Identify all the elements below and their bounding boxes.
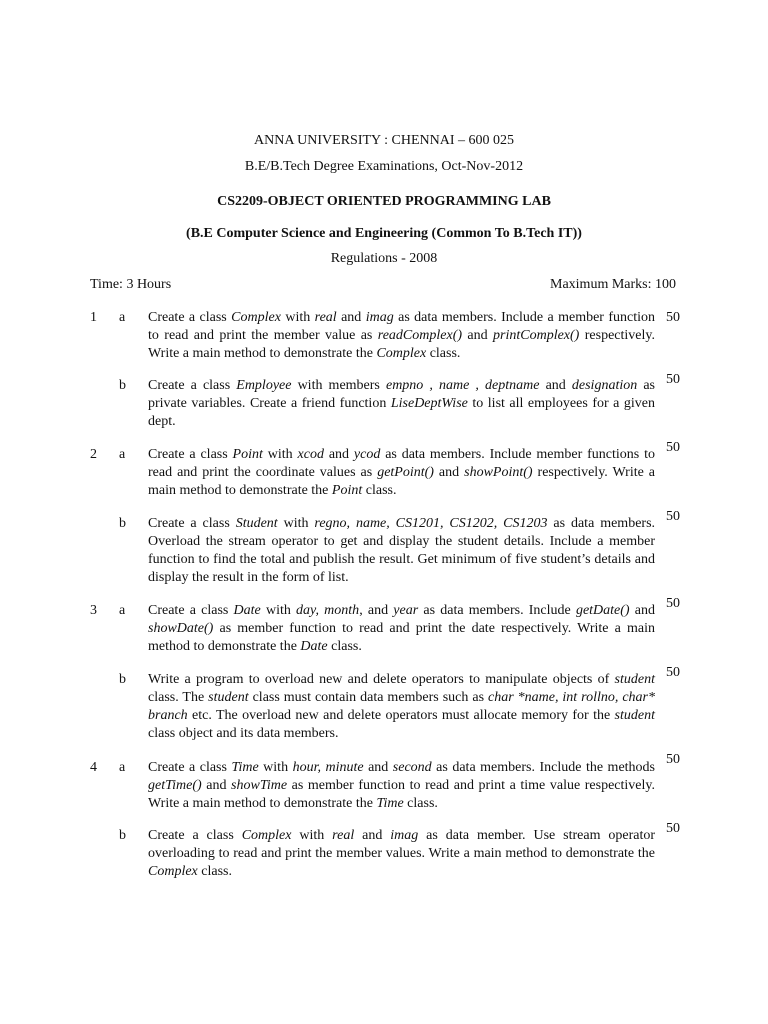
university-heading: ANNA UNIVERSITY : CHENNAI – 600 025 — [253, 133, 515, 148]
question-number: 1 — [90, 310, 97, 325]
question-marks: 50 — [666, 310, 680, 325]
question-text: Create a class Date with day, month, and year as data members. Include getDate() and showDate() as member function to read and print the date respectively. Write a main method to demonstrate the Date class. — [148, 603, 656, 654]
question-part: b — [119, 672, 126, 687]
question-text: Create a class Student with regno, name, CS1201, CS1202, CS1203 as data members. Overload the stream operator to get and display the student details. Include a member function to find the total and publish the result. Get minimum of five student’s details and display the result in the form of list. — [148, 516, 656, 585]
question-marks: 50 — [666, 509, 680, 524]
branch-heading: (B.E Computer Science and Engineering (Common To B.Tech IT)) — [186, 226, 582, 241]
question-text: Create a class Complex with real and imag as data member. Use stream operator overloading to read and print the member values. Write a main method to demonstrate the Complex class. — [148, 828, 656, 879]
question-part: b — [119, 828, 126, 843]
regulations-heading: Regulations - 2008 — [330, 251, 438, 266]
question-marks: 50 — [666, 665, 680, 680]
question-number: 4 — [90, 760, 97, 775]
maximum-marks: Maximum Marks: 100 — [550, 277, 676, 292]
question-number: 2 — [90, 447, 97, 462]
question-text: Create a class Time with hour, minute and second as data members. Include the methods getTime() and showTime as member function to read and print a time value respectively. Write a main method to demonstrate the Time class. — [148, 760, 655, 811]
question-part: b — [119, 378, 126, 393]
question-text: Create a class Complex with real and imag as data members. Include a member function to read and print the member value as readComplex() and printComplex() respectively. Write a main method to demonstrate the Complex class. — [148, 310, 656, 361]
question-text: Write a program to overload new and delete operators to manipulate objects of student class. The student class must contain data members such as char *name, int rollno, char* branch etc. The overload new and delete operators must allocate memory for the student class object and its data members. — [148, 672, 655, 741]
question-part: a — [119, 603, 126, 618]
course-title: CS2209-OBJECT ORIENTED PROGRAMMING LAB — [217, 194, 551, 209]
question-part: b — [119, 516, 126, 531]
exam-meta — [90, 276, 676, 294]
question-marks: 50 — [666, 752, 680, 767]
question-text: Create a class Point with xcod and ycod as data members. Include member functions to read and print the coordinate values as getPoint() and showPoint() respectively. Write a main method to demonstrate the Point class. — [148, 447, 655, 498]
exam-heading: B.E/B.Tech Degree Examinations, Oct-Nov-2012 — [244, 159, 524, 174]
question-part: a — [119, 447, 126, 462]
question-text: Create a class Employee with members empno , name , deptname and designation as private variables. Create a friend function LiseDeptWise to list all employees for a given dept. — [148, 378, 656, 429]
question-part: a — [119, 760, 126, 775]
question-part: a — [119, 310, 126, 325]
question-marks: 50 — [666, 372, 680, 387]
question-marks: 50 — [666, 596, 680, 611]
question-marks: 50 — [666, 440, 680, 455]
question-number: 3 — [90, 603, 97, 618]
question-marks: 50 — [666, 821, 680, 836]
time-allowed: Time: 3 Hours — [90, 277, 172, 292]
